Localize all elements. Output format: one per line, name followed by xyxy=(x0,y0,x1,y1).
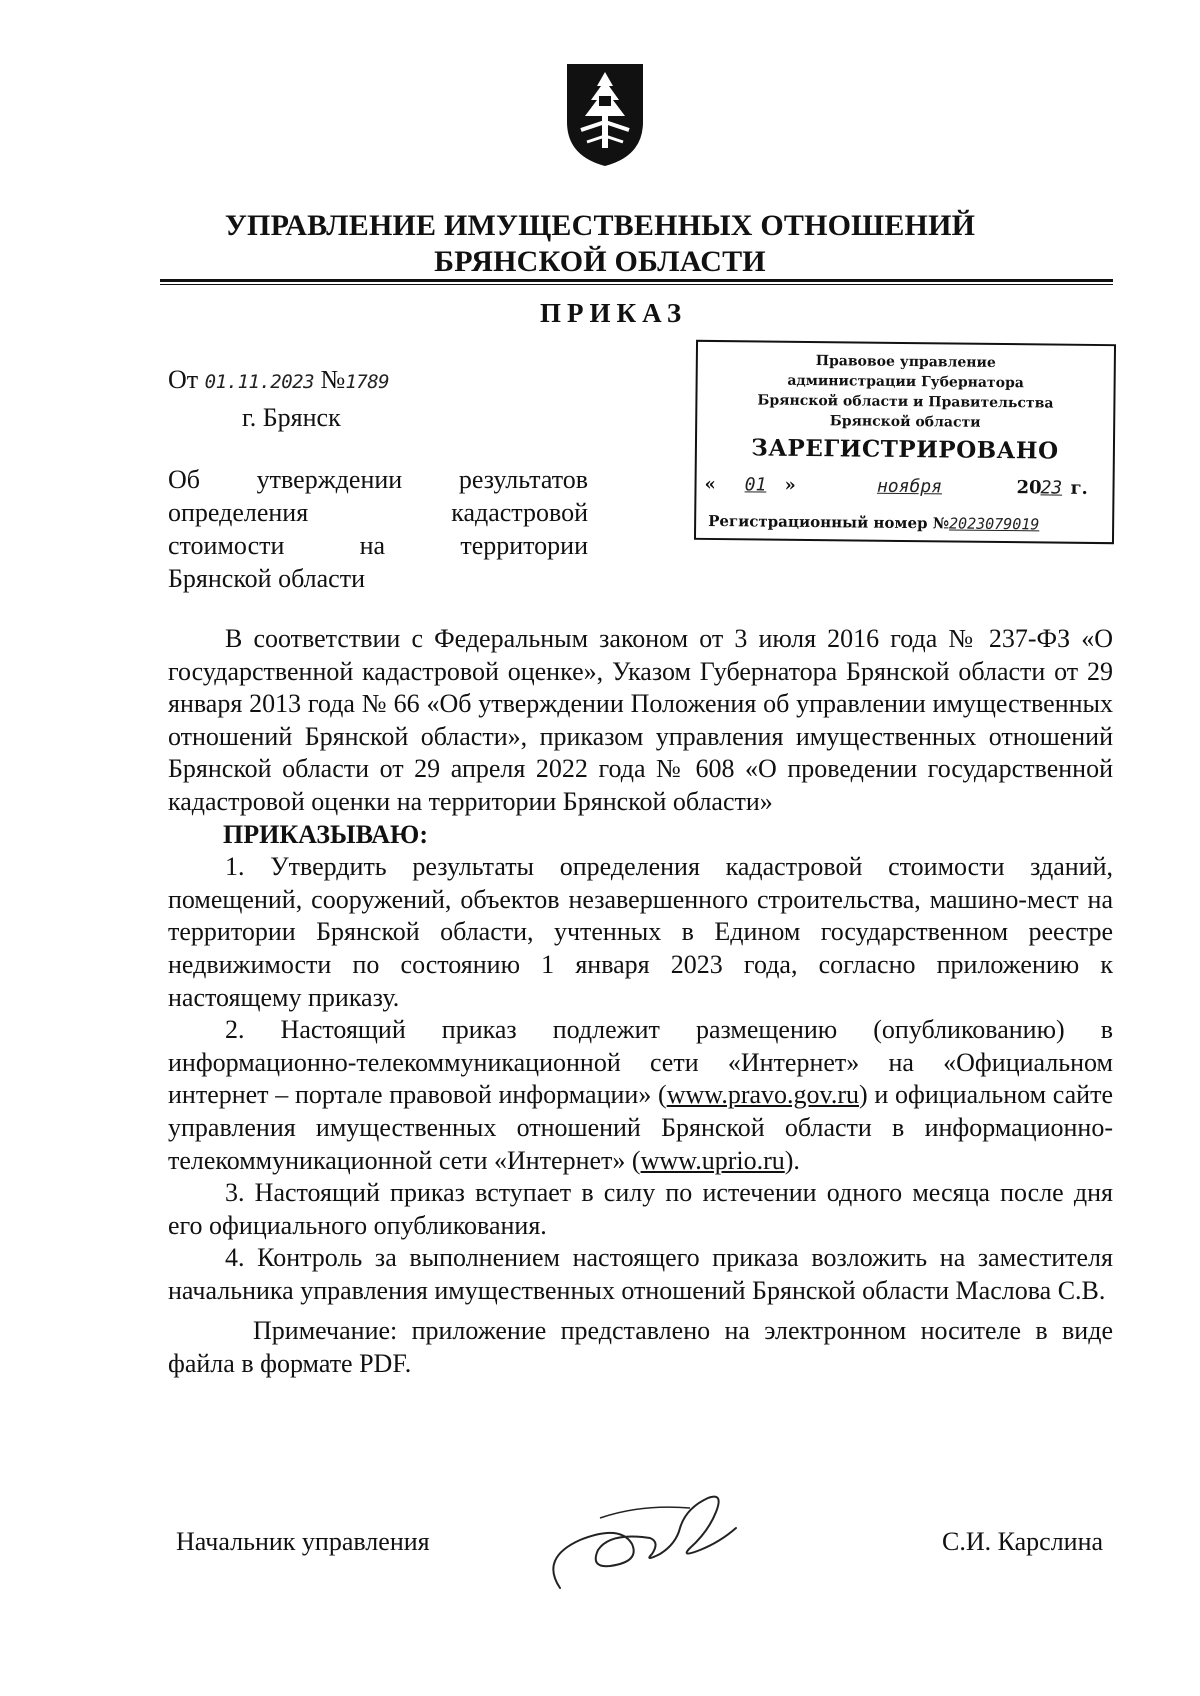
subject-line: Брянской области xyxy=(168,564,365,593)
command-heading: ПРИКАЗЫВАЮ: xyxy=(223,819,428,849)
stamp-year-suffix: 23 xyxy=(1040,477,1063,499)
org-name-line-1: УПРАВЛЕНИЕ ИМУЩЕСТВЕННЫХ ОТНОШЕНИЙ xyxy=(224,209,976,242)
stamp-day: 01 xyxy=(744,474,767,496)
order-item-3: 3. Настоящий приказ вступает в силу по истечении одного месяца после дня его официального опубликования. xyxy=(168,1178,1113,1240)
org-name-line-2: БРЯНСКОЙ ОБЛАСТИ xyxy=(434,245,766,278)
order-item-2 xyxy=(168,1014,1113,1177)
document-type-title: ПРИКАЗ xyxy=(540,298,688,328)
header-divider xyxy=(160,279,1113,282)
date-prefix: От xyxy=(168,365,199,394)
stamp-reg-label: Регистрационный номер № xyxy=(708,511,950,533)
handwritten-date: 01.11.2023 xyxy=(204,371,315,393)
order-body xyxy=(168,623,1113,1381)
stamp-date-row xyxy=(704,474,1104,508)
city: г. Брянск xyxy=(242,403,341,432)
item-2-text-a: 2. Настоящий приказ подлежит размещению (опубликованию) в информационно-телекоммуникационной сети «Интернет» на «Официальном интернет – портале правовой информации» ( xyxy=(168,1015,1113,1110)
stamp-line-3: Брянской области и Правительства xyxy=(757,392,1054,412)
item-2-text-c: ). xyxy=(784,1145,800,1175)
pravo-gov-link[interactable]: www.pravo.gov.ru xyxy=(666,1080,860,1110)
order-subject xyxy=(168,463,588,595)
subject-line: стоимости на территории xyxy=(168,531,588,560)
date-number-line xyxy=(168,365,389,395)
stamp-month: ноября xyxy=(876,475,943,498)
preamble-paragraph: В соответствии с Федеральным законом от 3 июля 2016 года № 237-ФЗ «О государственной кадастровой оценке», Указом Губернатора Брянской области от 29 января 2013 года № 66 «Об утверждении Положения об управлении имущественных отношений Брянской области», приказом управления имущественных отношений Брянской области от 29 апреля 2022 года № 608 «О проведении государственной кадастровой оценки на территории Брянской области» xyxy=(168,624,1113,816)
handwritten-signature xyxy=(540,1488,750,1608)
stamp-year-unit: г. xyxy=(1070,477,1088,499)
organization-name xyxy=(150,208,1050,280)
stamp-year-prefix: 20 xyxy=(1016,477,1042,499)
subject-line: определения кадастровой xyxy=(168,498,588,527)
signatory-name: С.И. Карслина xyxy=(942,1527,1104,1556)
signatory-title: Начальник управления xyxy=(176,1527,430,1556)
item-2-text-b: ) и официальном сайте управления имущественных отношений Брянской области в информационно-телекоммуникационной сети «Интернет» ( xyxy=(168,1080,1113,1175)
stamp-line-2: администрации Губернатора xyxy=(787,372,1024,392)
stamp-registered-label: ЗАРЕГИСТРИРОВАНО xyxy=(751,434,1059,465)
stamp-registration-number-row xyxy=(708,512,1039,533)
order-item-4: 4. Контроль за выполнением настоящего приказа возложить на заместителя начальника управления имущественных отношений Брянской области Маслова С.В. xyxy=(168,1243,1113,1305)
coat-of-arms-emblem xyxy=(563,60,647,170)
stamp-line-1: Правовое управление xyxy=(815,353,996,371)
handwritten-number: 1789 xyxy=(345,371,390,393)
uprio-link[interactable]: www.uprio.ru xyxy=(640,1145,785,1175)
stamp-reg-number: 2023079019 xyxy=(948,514,1040,534)
header-divider-thin xyxy=(160,284,1113,285)
note-paragraph: Примечание: приложение представлено на электронном носителе в виде файла в формате PDF. xyxy=(168,1316,1113,1379)
registration-stamp xyxy=(694,340,1116,544)
stamp-open-quote: « xyxy=(704,473,716,496)
stamp-close-quote: » xyxy=(784,474,796,496)
stamp-line-4: Брянской области xyxy=(829,413,981,431)
number-sign: № xyxy=(320,365,346,394)
subject-line: Об утверждении результатов xyxy=(168,465,588,494)
order-item-1: 1. Утвердить результаты определения кадастровой стоимости зданий, помещений, сооружений, объектов незавершенного строительства, машино-мест на территории Брянской области, учтенных в Едином государственном реестре недвижимости по состоянию 1 января 2023 года, согласно приложению к настоящему приказу. xyxy=(168,852,1113,1012)
